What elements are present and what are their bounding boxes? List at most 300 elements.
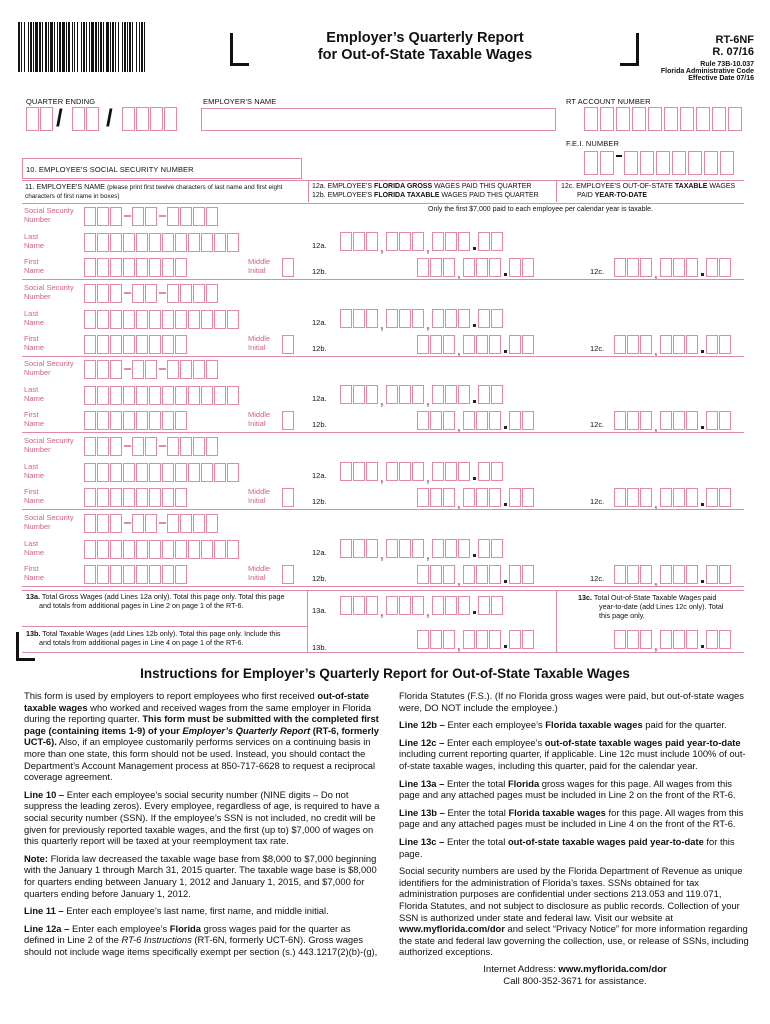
wages-12c-box[interactable] <box>640 411 652 430</box>
wages-12c-box[interactable] <box>686 565 698 584</box>
wages-12c-box[interactable] <box>719 565 731 584</box>
first-name-box[interactable] <box>123 258 135 277</box>
fei-box[interactable] <box>704 151 718 175</box>
wages-12a-box[interactable] <box>412 462 424 481</box>
ssn-box[interactable] <box>145 514 157 533</box>
fei-box[interactable] <box>640 151 654 175</box>
last-name-box[interactable] <box>110 233 122 252</box>
last-name-box[interactable] <box>175 540 187 559</box>
wages-12a-box[interactable] <box>491 309 503 328</box>
ssn-box[interactable] <box>206 514 218 533</box>
last-name-box[interactable] <box>149 233 161 252</box>
wages-12a-box[interactable] <box>386 232 398 251</box>
wages-12c-box[interactable] <box>627 335 639 354</box>
total-13c-box[interactable] <box>686 630 698 649</box>
wages-12b-box[interactable] <box>417 258 429 277</box>
wages-12b-box[interactable] <box>443 488 455 507</box>
total-13c-box[interactable] <box>614 630 626 649</box>
wages-12a-box[interactable] <box>386 309 398 328</box>
ssn-box[interactable] <box>145 360 157 379</box>
fei-box[interactable] <box>720 151 734 175</box>
wages-12a-box[interactable] <box>366 462 378 481</box>
ssn-box[interactable] <box>180 514 192 533</box>
wages-12c-box[interactable] <box>719 411 731 430</box>
last-name-box[interactable] <box>227 463 239 482</box>
last-name-box[interactable] <box>110 463 122 482</box>
total-13a-box[interactable] <box>445 596 457 615</box>
wages-12c-box[interactable] <box>640 258 652 277</box>
wages-12b-box[interactable] <box>417 565 429 584</box>
ssn-box[interactable] <box>110 437 122 456</box>
ssn-box[interactable] <box>110 284 122 303</box>
first-name-box[interactable] <box>97 565 109 584</box>
wages-12b-box[interactable] <box>463 258 475 277</box>
first-name-box[interactable] <box>162 411 174 430</box>
fei-box[interactable] <box>584 151 598 175</box>
first-name-box[interactable] <box>149 565 161 584</box>
first-name-box[interactable] <box>149 258 161 277</box>
first-name-box[interactable] <box>84 335 96 354</box>
wages-12a-box[interactable] <box>445 385 457 404</box>
last-name-box[interactable] <box>149 540 161 559</box>
wages-12a-box[interactable] <box>458 232 470 251</box>
last-name-box[interactable] <box>162 386 174 405</box>
last-name-box[interactable] <box>214 386 226 405</box>
first-name-box[interactable] <box>136 488 148 507</box>
wages-12a-box[interactable] <box>340 309 352 328</box>
wages-12c-box[interactable] <box>614 488 626 507</box>
wages-12c-box[interactable] <box>614 411 626 430</box>
last-name-box[interactable] <box>162 463 174 482</box>
wages-12b-box[interactable] <box>476 488 488 507</box>
quarter-ending-box[interactable] <box>40 107 53 131</box>
wages-12a-box[interactable] <box>445 462 457 481</box>
last-name-box[interactable] <box>97 463 109 482</box>
wages-12a-box[interactable] <box>491 462 503 481</box>
wages-12b-box[interactable] <box>522 411 534 430</box>
fei-input[interactable] <box>584 151 744 175</box>
wages-12b-box[interactable] <box>443 411 455 430</box>
ssn-box[interactable] <box>110 360 122 379</box>
last-name-box[interactable] <box>136 540 148 559</box>
total-13a-box[interactable] <box>366 596 378 615</box>
wages-12c-box[interactable] <box>640 565 652 584</box>
fei-box[interactable] <box>672 151 686 175</box>
last-name-box[interactable] <box>162 540 174 559</box>
last-name-box[interactable] <box>110 540 122 559</box>
wages-12a-box[interactable] <box>478 385 490 404</box>
wages-12a-box[interactable] <box>386 462 398 481</box>
last-name-box[interactable] <box>136 310 148 329</box>
wages-12c-box[interactable] <box>706 411 718 430</box>
total-13a-box[interactable] <box>353 596 365 615</box>
ssn-box[interactable] <box>180 207 192 226</box>
wages-12b-box[interactable] <box>430 411 442 430</box>
wages-12b-box[interactable] <box>489 565 501 584</box>
wages-12c-box[interactable] <box>614 258 626 277</box>
wages-12b-box[interactable] <box>443 565 455 584</box>
total-13c-box[interactable] <box>640 630 652 649</box>
first-name-box[interactable] <box>110 565 122 584</box>
wages-12a-box[interactable] <box>353 385 365 404</box>
wages-12c-box[interactable] <box>686 488 698 507</box>
last-name-box[interactable] <box>97 386 109 405</box>
wages-12a-box[interactable] <box>353 539 365 558</box>
wages-12a-box[interactable] <box>399 462 411 481</box>
last-name-box[interactable] <box>214 463 226 482</box>
rt-account-box[interactable] <box>616 107 630 131</box>
total-13b-box[interactable] <box>509 630 521 649</box>
last-name-box[interactable] <box>84 386 96 405</box>
wages-12c-box[interactable] <box>686 411 698 430</box>
last-name-box[interactable] <box>188 233 200 252</box>
last-name-box[interactable] <box>84 233 96 252</box>
wages-12a-box[interactable] <box>399 385 411 404</box>
ssn-box[interactable] <box>180 437 192 456</box>
wages-12a-box[interactable] <box>399 539 411 558</box>
wages-12c-box[interactable] <box>719 488 731 507</box>
wages-12b-box[interactable] <box>430 488 442 507</box>
last-name-box[interactable] <box>175 463 187 482</box>
first-name-box[interactable] <box>149 335 161 354</box>
last-name-box[interactable] <box>175 233 187 252</box>
wages-12b-box[interactable] <box>443 335 455 354</box>
ssn-box[interactable] <box>206 284 218 303</box>
last-name-box[interactable] <box>84 540 96 559</box>
first-name-box[interactable] <box>136 258 148 277</box>
ssn-box[interactable] <box>84 207 96 226</box>
last-name-box[interactable] <box>97 310 109 329</box>
quarter-ending-box[interactable] <box>164 107 177 131</box>
middle-initial-box[interactable] <box>282 335 294 354</box>
wages-12b-box[interactable] <box>443 258 455 277</box>
ssn-box[interactable] <box>97 437 109 456</box>
first-name-box[interactable] <box>97 411 109 430</box>
wages-12a-box[interactable] <box>412 385 424 404</box>
wages-12c-box[interactable] <box>719 335 731 354</box>
first-name-box[interactable] <box>84 411 96 430</box>
last-name-box[interactable] <box>110 310 122 329</box>
quarter-ending-box[interactable] <box>136 107 149 131</box>
rt-account-box[interactable] <box>712 107 726 131</box>
wages-12b-box[interactable] <box>430 335 442 354</box>
first-name-box[interactable] <box>110 488 122 507</box>
last-name-box[interactable] <box>136 463 148 482</box>
wages-12a-box[interactable] <box>432 462 444 481</box>
wages-12b-box[interactable] <box>509 488 521 507</box>
ssn-box[interactable] <box>193 207 205 226</box>
wages-12c-box[interactable] <box>660 565 672 584</box>
rt-account-box[interactable] <box>680 107 694 131</box>
total-13c-box[interactable] <box>660 630 672 649</box>
quarter-ending-box[interactable] <box>86 107 99 131</box>
total-13b-box[interactable] <box>476 630 488 649</box>
wages-12a-box[interactable] <box>445 309 457 328</box>
wages-12b-box[interactable] <box>522 488 534 507</box>
fei-box[interactable] <box>688 151 702 175</box>
ssn-box[interactable] <box>193 360 205 379</box>
wages-12b-box[interactable] <box>463 488 475 507</box>
wages-12a-box[interactable] <box>353 232 365 251</box>
wages-12a-box[interactable] <box>491 539 503 558</box>
internet-link[interactable]: www.myflorida.com/dor <box>558 963 667 975</box>
total-13c-box[interactable] <box>719 630 731 649</box>
ssn-box[interactable] <box>97 514 109 533</box>
ssn-box[interactable] <box>180 360 192 379</box>
last-name-box[interactable] <box>123 540 135 559</box>
wages-12b-box[interactable] <box>476 335 488 354</box>
wages-12a-box[interactable] <box>366 539 378 558</box>
wages-12a-box[interactable] <box>412 539 424 558</box>
last-name-box[interactable] <box>175 386 187 405</box>
total-13a-box[interactable] <box>340 596 352 615</box>
ssn-box[interactable] <box>167 207 179 226</box>
ssn-box[interactable] <box>145 284 157 303</box>
ssn-box[interactable] <box>206 437 218 456</box>
last-name-box[interactable] <box>110 386 122 405</box>
wages-12c-box[interactable] <box>686 335 698 354</box>
last-name-box[interactable] <box>201 463 213 482</box>
last-name-box[interactable] <box>162 310 174 329</box>
wages-12a-box[interactable] <box>353 309 365 328</box>
last-name-box[interactable] <box>97 540 109 559</box>
wages-12b-box[interactable] <box>509 335 521 354</box>
fei-box[interactable] <box>600 151 614 175</box>
ssn-box[interactable] <box>145 437 157 456</box>
total-13b-box[interactable] <box>522 630 534 649</box>
last-name-box[interactable] <box>123 310 135 329</box>
first-name-box[interactable] <box>162 565 174 584</box>
first-name-box[interactable] <box>149 488 161 507</box>
last-name-box[interactable] <box>201 310 213 329</box>
first-name-box[interactable] <box>149 411 161 430</box>
last-name-box[interactable] <box>227 386 239 405</box>
rt-account-box[interactable] <box>632 107 646 131</box>
last-name-box[interactable] <box>123 233 135 252</box>
ssn-box[interactable] <box>193 514 205 533</box>
wages-12c-box[interactable] <box>627 411 639 430</box>
quarter-ending-box[interactable] <box>150 107 163 131</box>
wages-12b-box[interactable] <box>489 258 501 277</box>
ssn-box[interactable] <box>84 360 96 379</box>
rt-account-box[interactable] <box>728 107 742 131</box>
first-name-box[interactable] <box>84 488 96 507</box>
wages-12c-box[interactable] <box>673 411 685 430</box>
wages-12c-box[interactable] <box>660 411 672 430</box>
wages-12a-box[interactable] <box>340 539 352 558</box>
wages-12a-box[interactable] <box>432 309 444 328</box>
first-name-box[interactable] <box>123 411 135 430</box>
ssn-box[interactable] <box>132 284 144 303</box>
ssn-box[interactable] <box>206 207 218 226</box>
wages-12b-box[interactable] <box>489 335 501 354</box>
last-name-box[interactable] <box>227 233 239 252</box>
wages-12a-box[interactable] <box>412 232 424 251</box>
wages-12b-box[interactable] <box>417 411 429 430</box>
total-13b-box[interactable] <box>417 630 429 649</box>
wages-12c-box[interactable] <box>627 565 639 584</box>
wages-12c-box[interactable] <box>706 565 718 584</box>
first-name-box[interactable] <box>97 258 109 277</box>
total-13b-box[interactable] <box>463 630 475 649</box>
wages-12b-box[interactable] <box>476 411 488 430</box>
first-name-box[interactable] <box>110 411 122 430</box>
ssn-box[interactable] <box>167 284 179 303</box>
wages-12c-box[interactable] <box>640 488 652 507</box>
last-name-box[interactable] <box>214 540 226 559</box>
first-name-box[interactable] <box>162 258 174 277</box>
last-name-box[interactable] <box>214 310 226 329</box>
wages-12b-box[interactable] <box>417 335 429 354</box>
ssn-box[interactable] <box>132 437 144 456</box>
wages-12a-box[interactable] <box>432 539 444 558</box>
wages-12c-box[interactable] <box>686 258 698 277</box>
middle-initial-box[interactable] <box>282 411 294 430</box>
ssn-box[interactable] <box>97 207 109 226</box>
ssn-box[interactable] <box>97 360 109 379</box>
employer-name-input[interactable] <box>201 108 556 131</box>
first-name-box[interactable] <box>136 565 148 584</box>
wages-12c-box[interactable] <box>660 488 672 507</box>
wages-12a-box[interactable] <box>366 309 378 328</box>
quarter-ending-input[interactable] <box>26 107 196 131</box>
first-name-box[interactable] <box>175 335 187 354</box>
wages-12b-box[interactable] <box>522 335 534 354</box>
wages-12b-box[interactable] <box>522 258 534 277</box>
wages-12b-box[interactable] <box>476 565 488 584</box>
rt-account-box[interactable] <box>696 107 710 131</box>
wages-12a-box[interactable] <box>366 385 378 404</box>
wages-12a-box[interactable] <box>432 385 444 404</box>
wages-12b-box[interactable] <box>463 411 475 430</box>
total-13a-box[interactable] <box>412 596 424 615</box>
wages-12a-box[interactable] <box>353 462 365 481</box>
total-13a-box[interactable] <box>432 596 444 615</box>
last-name-box[interactable] <box>136 386 148 405</box>
total-13c-box[interactable] <box>706 630 718 649</box>
last-name-box[interactable] <box>136 233 148 252</box>
wages-12a-box[interactable] <box>445 539 457 558</box>
wages-12a-box[interactable] <box>491 232 503 251</box>
wages-12a-box[interactable] <box>445 232 457 251</box>
total-13a-box[interactable] <box>478 596 490 615</box>
wages-12c-box[interactable] <box>706 258 718 277</box>
first-name-box[interactable] <box>123 488 135 507</box>
wages-12a-box[interactable] <box>478 309 490 328</box>
wages-12a-box[interactable] <box>366 232 378 251</box>
first-name-box[interactable] <box>136 335 148 354</box>
last-name-box[interactable] <box>201 540 213 559</box>
wages-12a-box[interactable] <box>491 385 503 404</box>
last-name-box[interactable] <box>201 386 213 405</box>
last-name-box[interactable] <box>175 310 187 329</box>
first-name-box[interactable] <box>110 335 122 354</box>
wages-12c-box[interactable] <box>627 258 639 277</box>
last-name-box[interactable] <box>188 310 200 329</box>
wages-12a-box[interactable] <box>399 309 411 328</box>
quarter-ending-box[interactable] <box>122 107 135 131</box>
quarter-ending-box[interactable] <box>72 107 85 131</box>
wages-12a-box[interactable] <box>340 232 352 251</box>
wages-12c-box[interactable] <box>673 258 685 277</box>
last-name-box[interactable] <box>149 386 161 405</box>
wages-12b-box[interactable] <box>509 565 521 584</box>
middle-initial-box[interactable] <box>282 488 294 507</box>
wages-12a-box[interactable] <box>478 462 490 481</box>
wages-12b-box[interactable] <box>463 335 475 354</box>
wages-12c-box[interactable] <box>719 258 731 277</box>
first-name-box[interactable] <box>97 335 109 354</box>
wages-12c-box[interactable] <box>640 335 652 354</box>
wages-12a-box[interactable] <box>386 385 398 404</box>
last-name-box[interactable] <box>84 310 96 329</box>
first-name-box[interactable] <box>97 488 109 507</box>
first-name-box[interactable] <box>84 258 96 277</box>
wages-12c-box[interactable] <box>673 488 685 507</box>
ssn-box[interactable] <box>110 207 122 226</box>
wages-12c-box[interactable] <box>660 258 672 277</box>
wages-12b-box[interactable] <box>476 258 488 277</box>
wages-12a-box[interactable] <box>478 539 490 558</box>
ssn-box[interactable] <box>167 360 179 379</box>
ssn-box[interactable] <box>193 437 205 456</box>
first-name-box[interactable] <box>162 488 174 507</box>
fei-box[interactable] <box>624 151 638 175</box>
first-name-box[interactable] <box>175 411 187 430</box>
last-name-box[interactable] <box>201 233 213 252</box>
wages-12b-box[interactable] <box>509 258 521 277</box>
wages-12a-box[interactable] <box>340 385 352 404</box>
first-name-box[interactable] <box>175 258 187 277</box>
last-name-box[interactable] <box>227 540 239 559</box>
last-name-box[interactable] <box>149 310 161 329</box>
wages-12a-box[interactable] <box>432 232 444 251</box>
middle-initial-box[interactable] <box>282 565 294 584</box>
rt-account-box[interactable] <box>600 107 614 131</box>
wages-12a-box[interactable] <box>412 309 424 328</box>
ssn-box[interactable] <box>132 360 144 379</box>
last-name-box[interactable] <box>214 233 226 252</box>
ssn-box[interactable] <box>167 437 179 456</box>
wages-12a-box[interactable] <box>458 539 470 558</box>
wages-12c-box[interactable] <box>614 335 626 354</box>
ssn-box[interactable] <box>145 207 157 226</box>
last-name-box[interactable] <box>162 233 174 252</box>
wages-12a-box[interactable] <box>458 309 470 328</box>
ssn-box[interactable] <box>206 360 218 379</box>
ssn-box[interactable] <box>97 284 109 303</box>
wages-12b-box[interactable] <box>489 488 501 507</box>
last-name-box[interactable] <box>188 540 200 559</box>
wages-12c-box[interactable] <box>673 335 685 354</box>
last-name-box[interactable] <box>97 233 109 252</box>
last-name-box[interactable] <box>188 463 200 482</box>
total-13a-box[interactable] <box>399 596 411 615</box>
wages-12a-box[interactable] <box>386 539 398 558</box>
first-name-box[interactable] <box>175 565 187 584</box>
ssn-box[interactable] <box>167 514 179 533</box>
rt-account-box[interactable] <box>584 107 598 131</box>
wages-12a-box[interactable] <box>478 232 490 251</box>
total-13b-box[interactable] <box>430 630 442 649</box>
wages-12b-box[interactable] <box>489 411 501 430</box>
wages-12b-box[interactable] <box>430 565 442 584</box>
ssn-box[interactable] <box>84 284 96 303</box>
first-name-box[interactable] <box>123 335 135 354</box>
middle-initial-box[interactable] <box>282 258 294 277</box>
last-name-box[interactable] <box>84 463 96 482</box>
total-13a-box[interactable] <box>386 596 398 615</box>
